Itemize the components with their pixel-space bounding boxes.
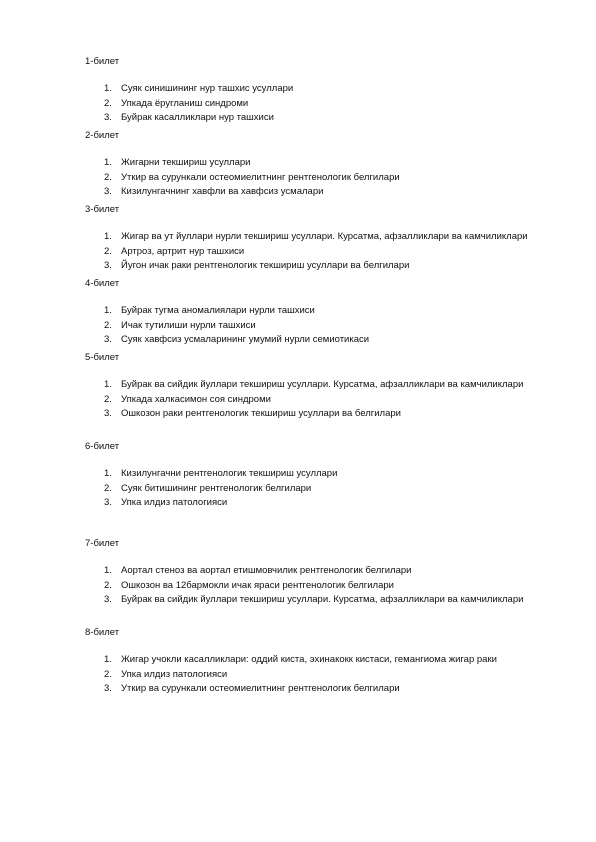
list-item [85,467,565,482]
list-item [85,393,565,408]
item-text: Суяк хавфсиз усмаларининг умумий нурли семиотикаси [121,334,370,345]
item-text: Жигар учокли касалликлари: оддий киста, эхинакокк кистаси, гемангиома жигар раки [121,654,497,665]
ticket-title: 2-билет [85,130,120,141]
item-text: Упка илдиз патологияси [121,497,228,508]
item-number: 3. [104,683,112,694]
item-number: 1. [104,654,112,665]
item-text: Упкада халкасимон соя синдроми [121,393,271,405]
item-number: 3. [104,112,112,123]
ticket-title: 1-билет [85,56,120,67]
question-list [85,467,565,511]
item-text: Суяк синишининг нур ташхис усуллари [121,83,294,94]
ticket-title: 4-билет [85,278,120,289]
list-item [85,97,565,112]
item-text: Суяк битишининг рентгенологик белгилари [121,482,312,494]
list-item [85,653,565,668]
ticket-5 [85,352,565,422]
list-item [85,682,565,697]
item-number: 3. [104,186,112,197]
question-list [85,564,565,608]
list-item [85,185,565,200]
item-number: 3. [104,594,112,605]
item-text: Буйрак тугма аномалиялари нурли ташхиси [121,305,315,316]
list-item [85,304,565,319]
question-list [85,82,565,126]
item-number: 1. [104,305,112,316]
list-item [85,171,565,186]
item-number: 1. [104,157,112,168]
item-text: Уткир ва сурункали остеомиелитнинг рентгенологик белгилари [121,683,400,694]
item-text: Упка илдиз патологияси [121,668,228,680]
item-text: Жигарни текшириш усуллари [121,157,251,168]
item-number: 3. [104,408,112,419]
item-number: 2. [104,245,112,257]
ticket-7 [85,538,565,608]
list-item [85,564,565,579]
item-number: 3. [104,334,112,345]
item-number: 2. [104,171,112,183]
item-number: 1. [104,83,112,94]
list-item [85,496,565,511]
question-list [85,230,565,274]
list-item [85,333,565,348]
item-text: Ошкозон ва 12бармокли ичак яраси рентгенологик белгилари [121,579,394,591]
list-item [85,378,565,393]
list-item [85,407,565,422]
item-number: 2. [104,97,112,109]
item-text: Кизилунгачнинг хавфли ва хавфсиз усмалари [121,186,324,197]
ticket-title: 6-билет [85,441,120,452]
item-number: 3. [104,260,112,271]
question-list [85,378,565,422]
list-item [85,245,565,260]
ticket-2 [85,130,565,200]
item-number: 3. [104,497,112,508]
item-text: Ичак тутилиши нурли ташхиси [121,319,256,331]
item-number: 1. [104,379,112,390]
list-item [85,156,565,171]
item-number: 2. [104,482,112,494]
ticket-title: 5-билет [85,352,120,363]
ticket-6 [85,441,565,511]
list-item [85,319,565,334]
ticket-3 [85,204,565,274]
item-text: Ошкозон раки рентгенологик текшириш усуллари ва белгилари [121,408,401,419]
ticket-1 [85,56,565,126]
item-number: 2. [104,393,112,405]
list-item [85,668,565,683]
ticket-4 [85,278,565,348]
list-item [85,230,565,245]
item-number: 1. [104,565,112,576]
item-text: Йугон ичак раки рентгенологик текшириш усуллари ва белгилари [121,260,410,271]
item-text: Кизилунгачни рентгенологик текшириш усуллари [121,468,338,479]
item-text: Аортал стеноз ва аортал етишмовчилик рентгенологик белгилари [121,565,412,576]
question-list [85,156,565,200]
item-number: 2. [104,579,112,591]
item-number: 1. [104,468,112,479]
item-text: Буйрак ва сийдик йуллари текшириш усуллари. Курсатма, афзалликлари ва камчиликлари [121,594,524,605]
question-list [85,304,565,348]
list-item [85,259,565,274]
ticket-title: 8-билет [85,627,120,638]
ticket-title: 3-билет [85,204,120,215]
list-item [85,593,565,608]
item-text: Упкада ёругланиш синдроми [121,97,249,109]
item-number: 1. [104,231,112,242]
item-number: 2. [104,319,112,331]
item-text: Уткир ва сурункали остеомиелитнинг рентгенологик белгилари [121,171,400,183]
item-text: Артроз, артрит нур ташхиси [121,245,245,257]
question-list [85,653,565,697]
item-text: Жигар ва ут йуллари нурли текшириш усуллари. Курсатма, афзалликлари ва камчиликлари [121,231,528,242]
item-text: Буйрак касалликлари нур ташхиси [121,112,274,123]
list-item [85,111,565,126]
ticket-title: 7-билет [85,538,120,549]
list-item [85,482,565,497]
item-number: 2. [104,668,112,680]
list-item [85,82,565,97]
item-text: Буйрак ва сийдик йуллари текшириш усуллари. Курсатма, афзалликлари ва камчиликлари [121,379,524,390]
list-item [85,579,565,594]
ticket-8 [85,627,565,697]
